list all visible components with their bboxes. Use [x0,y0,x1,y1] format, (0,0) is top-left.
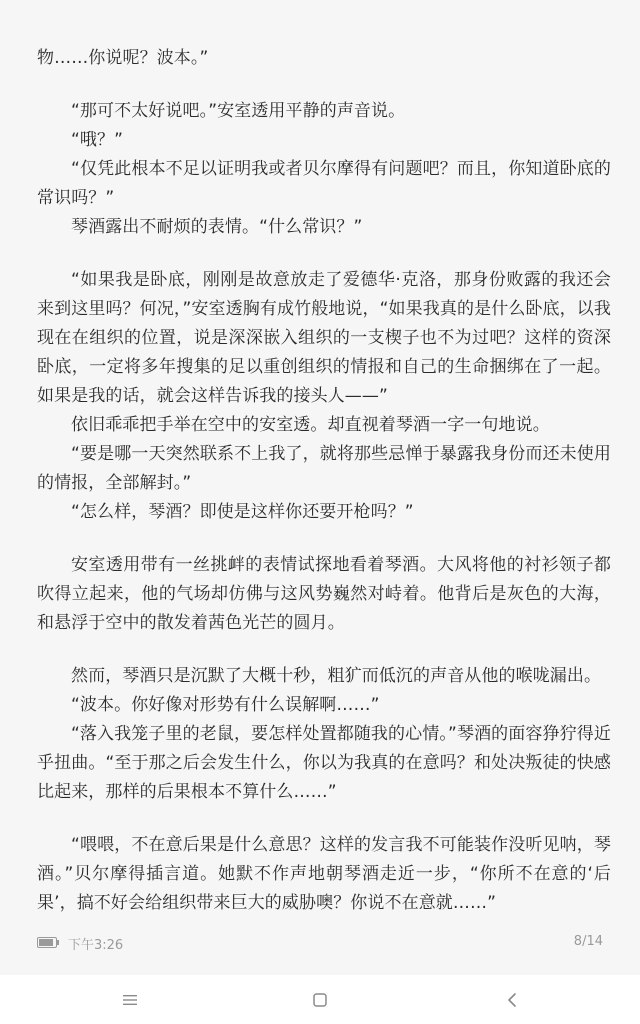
paragraph: “波本。你好像对形势有什么误解啊……” [71,695,380,715]
paragraph: 安室透用带有一丝挑衅的表情试探地看着琴酒。大风将他的衬衫领子都吹得立起来，他的气场却仿佛与这风势巍然对峙着。他背后是灰色的大海，和悬浮于空中的散发着茜色光芒的圆月。 [37,555,611,633]
menu-button[interactable] [90,975,170,1024]
reader-status-bar [0,930,640,958]
paragraph-gap [37,638,611,662]
home-icon [312,992,328,1008]
paragraph: “喂喂，不在意后果是什么意思？这样的发言我不可能装作没听见呐，琴酒。”贝尔摩得插言道。她默不作声地朝琴酒走近一步，“你所不在意的‘后果’，搞不好会给组织带来巨大的威胁噢？你说不在意就……” [37,835,611,913]
chapter-text [37,44,611,918]
paragraph: “那可不太好说吧。”安室透用平静的声音说。 [71,101,406,121]
paragraph: 依旧乖乖把手举在空中的安室透。却直视着琴酒一字一句地说。 [71,415,550,435]
paragraph-gap [37,73,611,97]
status-time: 下午3:26 [68,938,124,953]
paragraph-gap [37,242,611,266]
back-icon [506,992,518,1008]
battery-tip [57,940,59,945]
back-button[interactable] [472,975,552,1024]
battery-level-fill [39,939,53,946]
paragraph: “怎么样，琴酒？即使是这样你还要开枪吗？” [71,502,414,522]
paragraph: “哦？” [71,130,124,150]
paragraph: “要是哪一天突然联系不上我了，就将那些忌惮于暴露我身份而还未使用的情报，全部解封。” [37,444,611,493]
paragraph: 然而，琴酒只是沉默了大概十秒，粗犷而低沉的声音从他的喉咙漏出。 [71,666,602,686]
paragraph: 物……你说呢？波本。” [37,48,209,68]
home-button[interactable] [280,975,360,1024]
system-navigation-bar [0,975,640,1024]
paragraph: 琴酒露出不耐烦的表情。“什么常识？” [71,217,363,237]
page-number: 8/14 [573,934,603,949]
menu-icon [122,994,138,1006]
paragraph: “如果我是卧底，刚刚是故意放走了爱德华·克洛，那身份败露的我还会来到这里吗？何况，”安室透胸有成竹般地说，“如果我真的是什么卧底，以我现在在组织的位置，说是深深嵌入组织的一支楔子也不为过吧？这样的资深卧底，一定将多年搜集的足以重创组织的情报和自己的生命捆绑在了一起。如果是我的话，就会这样告诉我的接头人——” [37,270,611,406]
paragraph-gap [37,807,611,831]
paragraph: “落入我笼子里的老鼠，要怎样处置都随我的心情。”琴酒的面容狰狞得近乎扭曲。“至于那之后会发生什么，你以为我真的在意吗？和处决叛徒的快感比起来，那样的后果根本不算什么……” [37,724,611,802]
battery-icon [37,937,57,948]
paragraph-gap [37,527,611,551]
paragraph: “仅凭此根本不足以证明我或者贝尔摩得有问题吧？而且，你知道卧底的常识吗？” [37,159,611,208]
